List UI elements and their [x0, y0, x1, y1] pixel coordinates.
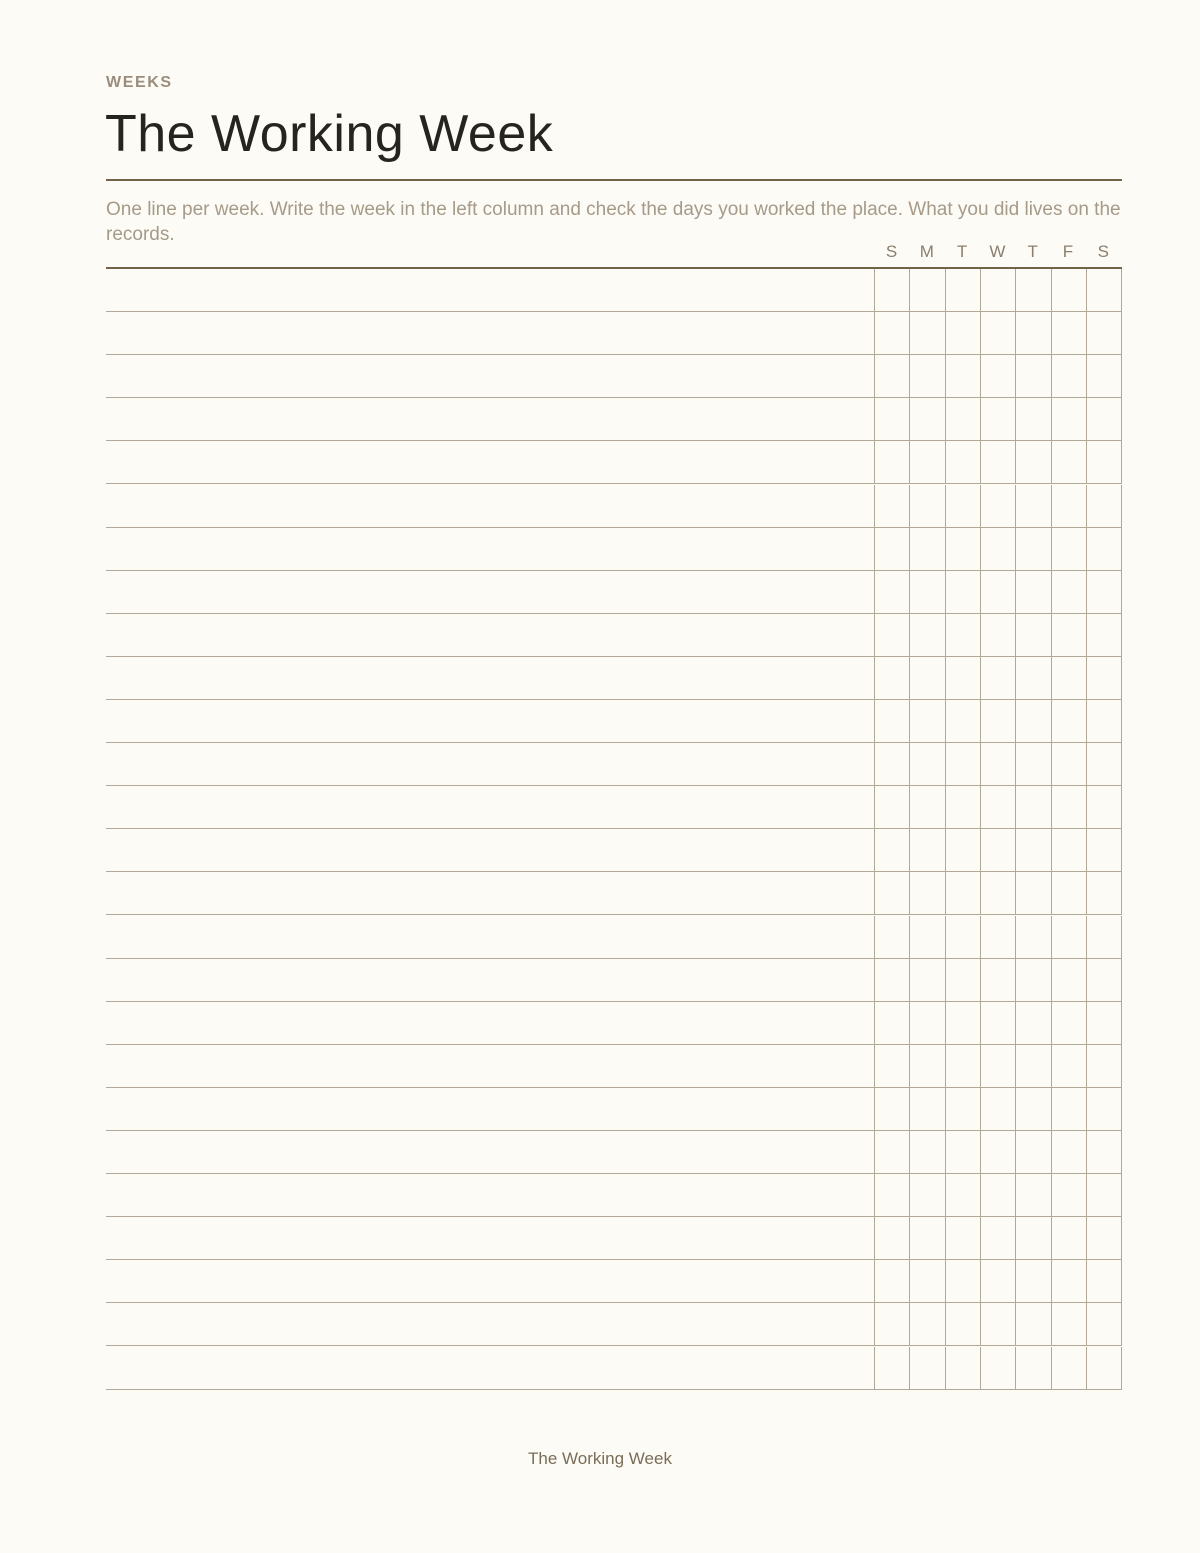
day-checkbox-cell[interactable]: [945, 657, 980, 700]
day-checkbox-cell[interactable]: [1015, 528, 1050, 571]
day-checkbox-cell[interactable]: [945, 269, 980, 312]
day-checkbox-cell[interactable]: [945, 528, 980, 571]
week-row: [106, 829, 1122, 872]
day-checkbox-cell[interactable]: [1015, 485, 1050, 528]
day-checkbox-cell[interactable]: [909, 872, 944, 915]
day-checkbox-cell[interactable]: [980, 614, 1015, 657]
day-checkbox-cell[interactable]: [1086, 1131, 1122, 1174]
day-checkbox-cell[interactable]: [945, 743, 980, 786]
day-checkbox-cell[interactable]: [980, 743, 1015, 786]
day-checkbox-cell[interactable]: [909, 1045, 944, 1088]
day-checkbox-cell[interactable]: [909, 398, 944, 441]
day-checkbox-cell[interactable]: [980, 786, 1015, 829]
week-entry-field[interactable]: [106, 1002, 874, 1044]
day-checkbox-cell[interactable]: [1051, 528, 1086, 571]
week-log-grid: [106, 267, 1122, 1391]
day-checkbox-cell[interactable]: [1051, 657, 1086, 700]
day-checkbox-cell[interactable]: [1051, 614, 1086, 657]
day-checkbox-cell[interactable]: [1086, 916, 1122, 959]
day-checkbox-cell[interactable]: [945, 1347, 980, 1390]
day-checkbox-cell[interactable]: [1015, 743, 1050, 786]
day-checkbox-cell[interactable]: [945, 1217, 980, 1260]
day-checkbox-cell[interactable]: [980, 1260, 1015, 1303]
day-checkbox-cell[interactable]: [1015, 355, 1050, 398]
day-checkbox-cell[interactable]: [874, 1260, 909, 1303]
day-checkbox-cell[interactable]: [909, 1260, 944, 1303]
week-entry-field[interactable]: [106, 916, 874, 958]
day-checkbox-cell[interactable]: [980, 269, 1015, 312]
week-row: [106, 1131, 1122, 1174]
day-checkbox-cell[interactable]: [874, 528, 909, 571]
day-checkbox-cell[interactable]: [909, 1174, 944, 1217]
week-row: [106, 1088, 1122, 1131]
day-checkbox-cell[interactable]: [909, 700, 944, 743]
day-checkbox-cell[interactable]: [945, 441, 980, 484]
day-checkbox-cell[interactable]: [1051, 312, 1086, 355]
day-checkbox-cell[interactable]: [1051, 355, 1086, 398]
day-checkbox-cell[interactable]: [945, 1303, 980, 1346]
day-checkbox-cell[interactable]: [945, 872, 980, 915]
week-row: [106, 916, 1122, 959]
day-checkbox-cell[interactable]: [980, 398, 1015, 441]
day-checkbox-cell[interactable]: [1086, 786, 1122, 829]
day-checkbox-cell[interactable]: [909, 959, 944, 1002]
week-entry-field[interactable]: [106, 528, 874, 570]
day-checkbox-cell[interactable]: [1015, 1045, 1050, 1088]
section-eyebrow: WEEKS: [106, 74, 173, 91]
day-checkbox-cell[interactable]: [1015, 959, 1050, 1002]
week-entry-field[interactable]: [106, 786, 874, 828]
day-checkbox-cell[interactable]: [874, 1174, 909, 1217]
week-entry-field[interactable]: [106, 1174, 874, 1216]
day-checkbox-cell[interactable]: [1051, 485, 1086, 528]
week-row: [106, 786, 1122, 829]
day-checkbox-cell[interactable]: [980, 872, 1015, 915]
day-checkbox-cell[interactable]: [1051, 571, 1086, 614]
day-checkbox-cell[interactable]: [1015, 441, 1050, 484]
day-checkbox-cell[interactable]: [909, 743, 944, 786]
day-checkbox-cell[interactable]: [909, 441, 944, 484]
day-checkbox-cell[interactable]: [909, 571, 944, 614]
day-checkbox-cell[interactable]: [1051, 1131, 1086, 1174]
day-checkbox-cell[interactable]: [874, 657, 909, 700]
week-row: [106, 1303, 1122, 1346]
day-checkbox-cell[interactable]: [1086, 571, 1122, 614]
day-checkbox-cell[interactable]: [945, 959, 980, 1002]
day-checkbox-cell[interactable]: [1086, 657, 1122, 700]
day-checkbox-cell[interactable]: [1051, 959, 1086, 1002]
day-checkbox-cell[interactable]: [1051, 700, 1086, 743]
day-checkbox-cell[interactable]: [980, 1347, 1015, 1390]
day-checkbox-cell[interactable]: [1015, 786, 1050, 829]
day-checkbox-cell[interactable]: [1051, 829, 1086, 872]
week-row: [106, 1045, 1122, 1088]
week-entry-field[interactable]: [106, 398, 874, 440]
week-row: [106, 614, 1122, 657]
day-checkbox-cell[interactable]: [1015, 1088, 1050, 1131]
day-checkbox-cell[interactable]: [874, 700, 909, 743]
day-checkbox-cell[interactable]: [1051, 1217, 1086, 1260]
week-entry-field[interactable]: [106, 1303, 874, 1345]
day-checkbox-cell[interactable]: [1015, 700, 1050, 743]
day-checkbox-cell[interactable]: [1015, 1303, 1050, 1346]
day-checkbox-cell[interactable]: [945, 829, 980, 872]
week-entry-field[interactable]: [106, 614, 874, 656]
week-entry-field[interactable]: [106, 872, 874, 914]
day-checkbox-cell[interactable]: [1086, 312, 1122, 355]
day-checkbox-cell[interactable]: [909, 657, 944, 700]
day-checkbox-cell[interactable]: [874, 829, 909, 872]
day-checkbox-cell[interactable]: [980, 1002, 1015, 1045]
day-checkbox-cell[interactable]: [909, 614, 944, 657]
day-checkbox-cell[interactable]: [1086, 700, 1122, 743]
day-checkbox-cell[interactable]: [909, 485, 944, 528]
day-checkbox-cell[interactable]: [1086, 528, 1122, 571]
day-checkbox-cell[interactable]: [945, 700, 980, 743]
week-entry-field[interactable]: [106, 1045, 874, 1087]
week-entry-field[interactable]: [106, 1088, 874, 1130]
day-checkbox-cell[interactable]: [909, 528, 944, 571]
day-checkbox-cell[interactable]: [874, 485, 909, 528]
day-checkbox-cell[interactable]: [980, 1174, 1015, 1217]
day-checkbox-cell[interactable]: [980, 571, 1015, 614]
day-checkbox-cell[interactable]: [1051, 1303, 1086, 1346]
day-checkbox-cell[interactable]: [1086, 1303, 1122, 1346]
day-checkbox-cell[interactable]: [909, 312, 944, 355]
day-checkbox-cell[interactable]: [945, 1002, 980, 1045]
day-checkbox-cell[interactable]: [1015, 1217, 1050, 1260]
day-checkbox-cell[interactable]: [874, 1347, 909, 1390]
week-row: [106, 441, 1122, 484]
day-checkbox-cell[interactable]: [1051, 269, 1086, 312]
day-checkbox-cell[interactable]: [1086, 1260, 1122, 1303]
day-checkbox-cell[interactable]: [945, 1260, 980, 1303]
day-checkbox-cell[interactable]: [1015, 872, 1050, 915]
page-footer: The Working Week: [528, 1449, 672, 1468]
day-checkbox-cell[interactable]: [1051, 1347, 1086, 1390]
week-entry-field[interactable]: [106, 657, 874, 699]
day-checkbox-cell[interactable]: [980, 1045, 1015, 1088]
day-checkbox-cell[interactable]: [1086, 485, 1122, 528]
day-checkbox-cell[interactable]: [1086, 1088, 1122, 1131]
day-checkbox-cell[interactable]: [980, 355, 1015, 398]
day-header-4: T: [1027, 242, 1038, 261]
day-checkbox-cell[interactable]: [1086, 1002, 1122, 1045]
day-checkbox-cell[interactable]: [980, 1088, 1015, 1131]
week-entry-field[interactable]: [106, 312, 874, 354]
day-checkbox-cell[interactable]: [980, 657, 1015, 700]
day-checkbox-cell[interactable]: [1015, 1260, 1050, 1303]
day-checkbox-cell[interactable]: [945, 1174, 980, 1217]
week-entry-field[interactable]: [106, 743, 874, 785]
day-checkbox-cell[interactable]: [945, 355, 980, 398]
week-entry-field[interactable]: [106, 1260, 874, 1302]
week-row: [106, 1347, 1122, 1390]
day-checkbox-cell[interactable]: [945, 916, 980, 959]
week-row: [106, 1002, 1122, 1045]
day-checkbox-cell[interactable]: [909, 1131, 944, 1174]
week-row: [106, 312, 1122, 355]
day-checkbox-cell[interactable]: [1086, 1045, 1122, 1088]
week-row: [106, 355, 1122, 398]
day-checkbox-cell[interactable]: [1015, 1131, 1050, 1174]
week-row: [106, 1174, 1122, 1217]
day-checkbox-cell[interactable]: [1086, 743, 1122, 786]
day-checkbox-cell[interactable]: [945, 1045, 980, 1088]
week-entry-field[interactable]: [106, 269, 874, 311]
day-header-0: S: [885, 242, 898, 261]
day-checkbox-cell[interactable]: [945, 485, 980, 528]
day-checkbox-cell[interactable]: [874, 1131, 909, 1174]
week-entry-field[interactable]: [106, 1347, 874, 1389]
title-divider: [106, 179, 1122, 181]
day-checkbox-cell[interactable]: [1086, 355, 1122, 398]
day-checkbox-cell[interactable]: [980, 700, 1015, 743]
day-checkbox-cell[interactable]: [1015, 614, 1050, 657]
week-entry-field[interactable]: [106, 485, 874, 527]
day-checkbox-cell[interactable]: [874, 355, 909, 398]
day-checkbox-cell[interactable]: [1086, 441, 1122, 484]
instructions-text: One line per week. Write the week in the left column and check the days you worked the place. What you did lives on the records.: [106, 199, 1121, 245]
day-checkbox-cell[interactable]: [1086, 829, 1122, 872]
week-entry-field[interactable]: [106, 829, 874, 871]
day-checkbox-cell[interactable]: [1051, 398, 1086, 441]
day-checkbox-cell[interactable]: [980, 312, 1015, 355]
day-checkbox-cell[interactable]: [874, 398, 909, 441]
week-entry-field[interactable]: [106, 700, 874, 742]
day-checkbox-cell[interactable]: [1086, 872, 1122, 915]
day-checkbox-cell[interactable]: [874, 1217, 909, 1260]
day-checkbox-cell[interactable]: [874, 312, 909, 355]
day-checkbox-cell[interactable]: [1051, 1260, 1086, 1303]
day-checkbox-cell[interactable]: [945, 614, 980, 657]
day-checkbox-cell[interactable]: [909, 355, 944, 398]
day-checkbox-cell[interactable]: [1086, 959, 1122, 1002]
day-checkbox-cell[interactable]: [980, 1217, 1015, 1260]
week-entry-field[interactable]: [106, 1217, 874, 1259]
day-checkbox-cell[interactable]: [909, 269, 944, 312]
day-checkbox-cell[interactable]: [980, 485, 1015, 528]
week-entry-field[interactable]: [106, 959, 874, 1001]
day-checkbox-cell[interactable]: [945, 1088, 980, 1131]
day-checkbox-cell[interactable]: [1015, 1174, 1050, 1217]
day-checkbox-cell[interactable]: [1051, 916, 1086, 959]
day-checkbox-cell[interactable]: [1015, 916, 1050, 959]
day-checkbox-cell[interactable]: [874, 1303, 909, 1346]
day-checkbox-cell[interactable]: [874, 743, 909, 786]
day-checkbox-cell[interactable]: [1086, 1347, 1122, 1390]
day-checkbox-cell[interactable]: [874, 571, 909, 614]
day-checkbox-cell[interactable]: [1086, 614, 1122, 657]
week-row: [106, 657, 1122, 700]
day-checkbox-cell[interactable]: [1015, 571, 1050, 614]
day-checkbox-cell[interactable]: [945, 571, 980, 614]
day-checkbox-cell[interactable]: [874, 786, 909, 829]
week-entry-field[interactable]: [106, 571, 874, 613]
day-checkbox-cell[interactable]: [945, 312, 980, 355]
day-checkbox-cell[interactable]: [1051, 1045, 1086, 1088]
week-row: [106, 485, 1122, 528]
day-checkbox-cell[interactable]: [1015, 312, 1050, 355]
day-checkbox-cell[interactable]: [980, 441, 1015, 484]
day-checkbox-cell[interactable]: [874, 1088, 909, 1131]
day-checkbox-cell[interactable]: [1015, 269, 1050, 312]
day-checkbox-cell[interactable]: [1051, 743, 1086, 786]
day-checkbox-cell[interactable]: [909, 1347, 944, 1390]
day-checkbox-cell[interactable]: [1015, 829, 1050, 872]
day-checkbox-cell[interactable]: [980, 916, 1015, 959]
week-entry-field[interactable]: [106, 441, 874, 483]
week-row: [106, 398, 1122, 441]
day-checkbox-cell[interactable]: [1015, 657, 1050, 700]
day-checkbox-cell[interactable]: [874, 916, 909, 959]
day-checkbox-cell[interactable]: [909, 786, 944, 829]
day-checkbox-cell[interactable]: [874, 441, 909, 484]
day-checkbox-cell[interactable]: [980, 528, 1015, 571]
day-checkbox-cell[interactable]: [874, 1002, 909, 1045]
day-checkbox-cell[interactable]: [909, 829, 944, 872]
day-checkbox-cell[interactable]: [1051, 872, 1086, 915]
day-checkbox-cell[interactable]: [909, 1002, 944, 1045]
day-checkbox-cell[interactable]: [1051, 1002, 1086, 1045]
day-checkbox-cell[interactable]: [945, 786, 980, 829]
week-entry-field[interactable]: [106, 1131, 874, 1173]
day-checkbox-cell[interactable]: [1051, 1088, 1086, 1131]
day-checkbox-cell[interactable]: [874, 959, 909, 1002]
week-row: [106, 269, 1122, 312]
day-header-3: W: [989, 242, 1006, 261]
page-title: The Working Week: [105, 105, 554, 163]
week-row: [106, 700, 1122, 743]
day-header-6: S: [1097, 242, 1109, 261]
day-header-2: T: [956, 242, 968, 261]
day-checkbox-cell[interactable]: [1086, 1174, 1122, 1217]
day-checkbox-cell[interactable]: [1051, 441, 1086, 484]
day-checkbox-cell[interactable]: [909, 916, 944, 959]
day-checkbox-cell[interactable]: [909, 1088, 944, 1131]
day-checkbox-cell[interactable]: [874, 614, 909, 657]
day-checkbox-cell[interactable]: [909, 1217, 944, 1260]
week-row: [106, 959, 1122, 1002]
day-checkbox-cell[interactable]: [1015, 1347, 1050, 1390]
day-checkbox-cell[interactable]: [1051, 786, 1086, 829]
week-row: [106, 571, 1122, 614]
day-checkbox-cell[interactable]: [1086, 269, 1122, 312]
day-checkbox-cell[interactable]: [1086, 398, 1122, 441]
week-entry-field[interactable]: [106, 355, 874, 397]
day-checkbox-cell[interactable]: [1051, 1174, 1086, 1217]
day-checkbox-cell[interactable]: [980, 829, 1015, 872]
day-checkbox-cell[interactable]: [980, 959, 1015, 1002]
day-checkbox-cell[interactable]: [945, 398, 980, 441]
week-row: [106, 528, 1122, 571]
day-header-1: M: [919, 242, 934, 261]
day-checkbox-cell[interactable]: [980, 1131, 1015, 1174]
week-row: [106, 1260, 1122, 1303]
week-row: [106, 872, 1122, 915]
day-checkbox-cell[interactable]: [1015, 398, 1050, 441]
week-row: [106, 743, 1122, 786]
day-checkbox-cell[interactable]: [980, 1303, 1015, 1346]
day-checkbox-cell[interactable]: [1015, 1002, 1050, 1045]
day-header-5: F: [1062, 242, 1074, 261]
week-row: [106, 1217, 1122, 1260]
day-checkbox-cell[interactable]: [874, 872, 909, 915]
day-checkbox-cell[interactable]: [945, 1131, 980, 1174]
day-checkbox-cell[interactable]: [1086, 1217, 1122, 1260]
day-checkbox-cell[interactable]: [909, 1303, 944, 1346]
day-checkbox-cell[interactable]: [874, 269, 909, 312]
day-checkbox-cell[interactable]: [874, 1045, 909, 1088]
